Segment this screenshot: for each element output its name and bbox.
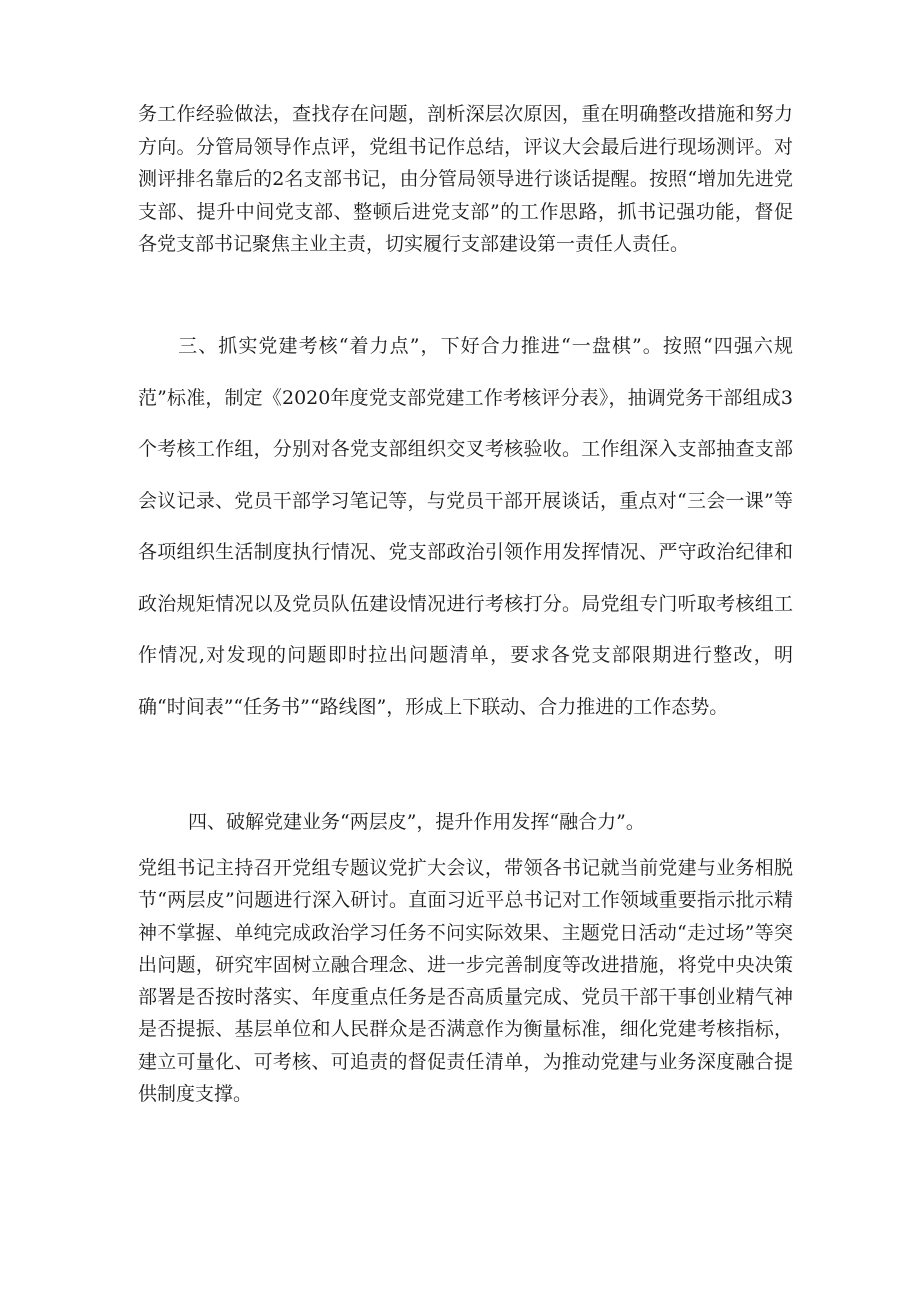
paragraph-section-three: 三、抓实党建考核“着力点”，下好合力推进“一盘棋”。按照“四强六规范”标准，制定《2020年度党支部党建工作考核评分表》，抽调党务干部组成3个考核工作组，分别对各党支部组织交叉考核验收。工作组深入支部抽查支部会议记录、党员干部学习笔记等，与党员干部开展谈话，重点对“三会一课”等各项组织生活制度执行情况、党支部政治引领作用发挥情况、严守政治纪律和政治规矩情况以及党员队伍建设情况进行考核打分。局党组专门听取考核组工作情况,对发现的问题即时拉出问题清单，要求各党支部限期进行整改，明确“时间表”“任务书”“路线图”，形成上下联动、合力推进的工作态势。	[138, 335, 793, 718]
section-four-heading: 四、破解党建业务“两层皮”，提升作用发挥“融合力”。	[188, 811, 645, 833]
paragraph-continuation: 务工作经验做法，查找存在问题，剖析深层次原因，重在明确整改措施和努力方向。分管局领导作点评，党组书记作总结，评议大会最后进行现场测评。对测评排名靠后的2名支部书记，由分管局领导进行谈话提醒。按照“增加先进党支部、提升中间党支部、整顿后进党支部”的工作思路，抓书记强功能，督促各党支部书记聚焦主业主责，切实履行支部建设第一责任人责任。	[138, 103, 793, 255]
paragraph-section-four: 党组书记主持召开党组专题议党扩大会议，带领各书记就当前党建与业务相脱节“两层皮”问题进行深入研讨。直面习近平总书记对工作领域重要指示批示精神不掌握、单纯完成政治学习任务不问实际效果、主题党日活动“走过场”等突出问题，研究牢固树立融合理念、进一步完善制度等改进措施，将党中央决策部署是否按时落实、年度重点任务是否高质量完成、党员干部干事创业精气神是否提振、基层单位和人民群众是否满意作为衡量标准，细化党建考核指标，建立可量化、可考核、可追责的督促责任清单，为推动党建与业务深度融合提供制度支撑。	[138, 857, 793, 1106]
